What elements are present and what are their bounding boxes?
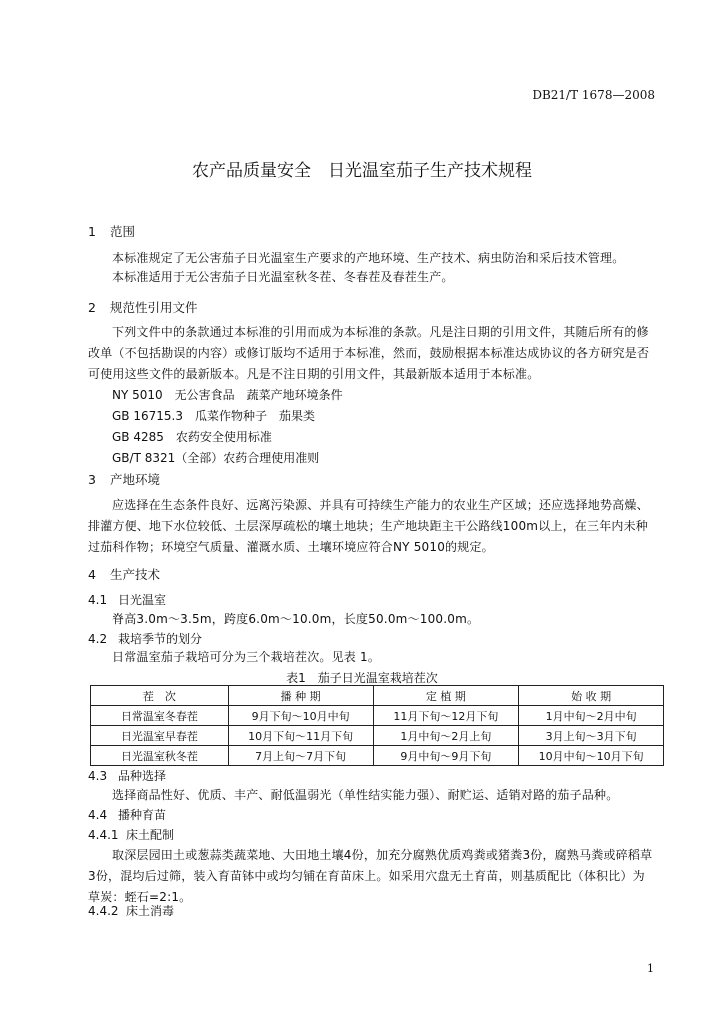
section-3-heading xyxy=(88,470,160,488)
table-cell: 9月下旬～10月中旬 xyxy=(228,706,373,726)
section-4-4-heading xyxy=(88,806,166,823)
section-title: 范围 xyxy=(110,224,136,239)
reference-item: NY 5010 无公害食品 蔬菜产地环境条件 xyxy=(112,388,343,402)
section-4-2-heading xyxy=(88,630,202,647)
section-title: 栽培季节的划分 xyxy=(118,632,203,646)
section-number: 2 xyxy=(88,300,96,315)
table-cell: 9月中旬～9月下旬 xyxy=(373,746,519,766)
reference-item: GB 4285 农药安全使用标准 xyxy=(112,430,272,444)
section-3-paragraph: 应选择在生态条件良好、远离污染源、并具有可持续生产能力的农业生产区域；还应选择地势高燥、排灌方便、地下水位较低、土层深厚疏松的壤土地块；生产地块距主干公路线100m以上，在三年内未种过茄科作物；环境空气质量、灌溉水质、土壤环境应符合NY 5010的规定。 xyxy=(88,498,649,554)
table-cell: 11月下旬～12月下旬 xyxy=(373,706,519,726)
section-title: 规范性引用文件 xyxy=(110,300,198,315)
table-cell: 日光温室早春茬 xyxy=(91,726,229,746)
table-cell: 日光温室秋冬茬 xyxy=(91,746,229,766)
table-cell: 3月上旬～3月下旬 xyxy=(519,726,664,746)
table-header-cell: 茬 次 xyxy=(91,686,229,706)
table-row xyxy=(91,706,664,726)
section-title: 生产技术 xyxy=(110,567,161,582)
section-title: 产地环境 xyxy=(110,472,161,487)
section-number: 4.4.1 xyxy=(88,828,119,842)
document-title: 农产品质量安全 日光温室茄子生产技术规程 xyxy=(192,161,532,181)
table-header-row xyxy=(91,686,664,706)
section-number: 4 xyxy=(88,567,96,582)
section-4-1-heading xyxy=(88,591,166,608)
table-row xyxy=(91,726,664,746)
table-cell: 10月中旬～10月下旬 xyxy=(519,746,664,766)
table-caption: 表1 茄子日光温室栽培茬次 xyxy=(286,671,438,685)
section-number: 1 xyxy=(88,224,96,239)
table-cell: 1月中旬～2月上旬 xyxy=(373,726,519,746)
page-number: 1 xyxy=(647,962,654,975)
section-4-3-text: 选择商品性好、优质、丰产、耐低温弱光（单性结实能力强）、耐贮运、适销对路的茄子品种。 xyxy=(112,788,619,802)
section-title: 床土配制 xyxy=(126,828,175,842)
reference-item: GB/T 8321（全部）农药合理使用准则 xyxy=(112,451,320,465)
section-4-2-text: 日常温室茄子栽培可分为三个栽培茬次。见表 1。 xyxy=(112,650,381,664)
table-header-cell: 始 收 期 xyxy=(519,686,664,706)
section-number: 4.4.2 xyxy=(88,904,119,918)
section-4-3-heading xyxy=(88,767,166,784)
section-4-heading xyxy=(88,565,160,583)
section-1-heading xyxy=(88,222,135,240)
table-cell: 7月上旬～7月下旬 xyxy=(228,746,373,766)
section-number: 3 xyxy=(88,472,96,487)
section-title: 品种选择 xyxy=(118,769,167,783)
section-number: 4.2 xyxy=(88,632,108,646)
table-header-cell: 定 植 期 xyxy=(373,686,519,706)
section-1-paragraph-2: 本标准适用于无公害茄子日光温室秋冬茬、冬春茬及春茬生产。 xyxy=(112,270,454,284)
section-1-paragraph-1: 本标准规定了无公害茄子日光温室生产要求的产地环境、生产技术、病虫防治和采后技术管理。 xyxy=(112,251,625,265)
section-title: 播种育苗 xyxy=(118,808,167,822)
table-cell: 1月中旬～2月中旬 xyxy=(519,706,664,726)
section-2-heading xyxy=(88,298,198,316)
table-header-cell: 播 种 期 xyxy=(228,686,373,706)
table-row xyxy=(91,746,664,766)
table-cell: 日常温室冬春茬 xyxy=(91,706,229,726)
section-2-paragraph: 下列文件中的条款通过本标准的引用而成为本标准的条款。凡是注日期的引用文件，其随后所有的修改单（不包括勘误的内容）或修订版均不适用于本标准，然而，鼓励根据本标准达成协议的各方研究是否可使用这些文件的最新版本。凡是不注日期的引用文件，其最新版本适用于本标准。 xyxy=(88,325,650,381)
section-4-1-text: 脊高3.0m～3.5m，跨度6.0m～10.0m，长度50.0m～100.0m。 xyxy=(112,612,480,626)
section-title: 床土消毒 xyxy=(126,904,175,918)
standard-number: DB21/T 1678—2008 xyxy=(532,88,655,102)
cultivation-season-table xyxy=(90,685,664,766)
section-number: 4.1 xyxy=(88,593,108,607)
section-title: 日光温室 xyxy=(118,593,167,607)
section-4-4-1-text: 取深层园田土或葱蒜类蔬菜地、大田地土壤4份，加充分腐熟优质鸡粪或猪粪3份，腐熟马粪或碎稻草3份，混均后过筛，装入育苗钵中或均匀铺在育苗床上。如采用穴盘无土育苗，则基质配比（体积比）为草炭：蛭石=2:1。 xyxy=(88,848,653,904)
reference-item: GB 16715.3 瓜菜作物种子 茄果类 xyxy=(112,409,315,423)
section-4-4-1-heading xyxy=(88,826,174,843)
section-number: 4.3 xyxy=(88,769,108,783)
section-4-4-2-heading xyxy=(88,902,174,919)
section-number: 4.4 xyxy=(88,808,108,822)
table-cell: 10月下旬～11月下旬 xyxy=(228,726,373,746)
